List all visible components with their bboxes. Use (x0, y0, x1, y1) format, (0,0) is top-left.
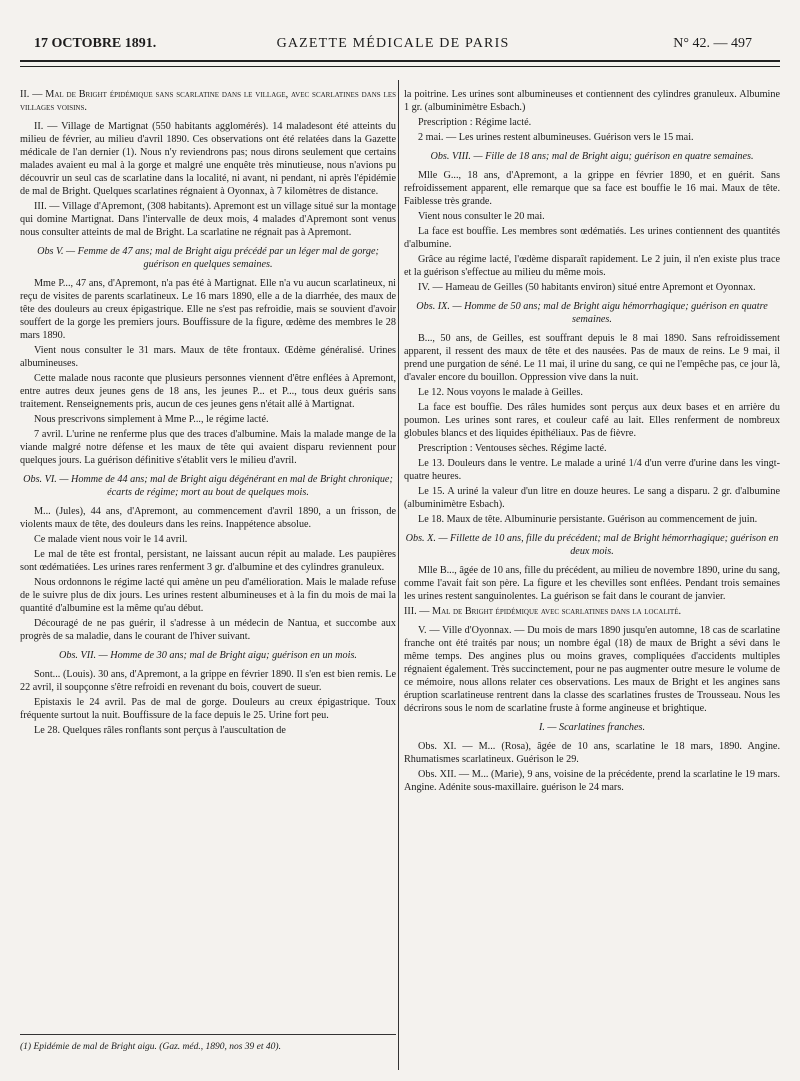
paragraph: M... (Jules), 44 ans, d'Apremont, au commencement d'avril 1890, a un frisson, de violents maux de tête, des douleurs dans les reins. Inappétence absolue. (20, 506, 396, 530)
right-column (404, 88, 780, 796)
paragraph: Ce malade vient nous voir le 14 avril. (34, 534, 188, 545)
paragraph: Le 18. Maux de tête. Albuminurie persistante. Guérison au commencement de juin. (418, 514, 758, 525)
issue-date: 17 OCTOBRE 1891. (34, 36, 157, 51)
observation-heading: Obs. VI. — Homme de 44 ans; mal de Bright aigu dégénérant en mal de Bright chronique; écarts de régime; mort au bout de quelques mois. (23, 474, 393, 498)
paragraph: Le 12. Nous voyons le malade à Geilles. (418, 387, 583, 398)
observation-heading: Obs. IX. — Homme de 50 ans; mal de Bright aigu hémorrhagique; guérison en quatre semaines. (416, 301, 768, 325)
paragraph: Vient nous consulter le 31 mars. Maux de tête frontaux. Œdème généralisé. Urines albumineuses. (20, 345, 396, 369)
paragraph: Epistaxis le 24 avril. Pas de mal de gorge. Douleurs au creux épigastrique. Toux fréquente surtout la nuit. Bouffissure de la face depuis le 25. Urine fort peu. (20, 697, 396, 721)
paragraph: Le mal de tête est frontal, persistant, ne laissant aucun répit au malade. Les paupières sont œdématiées. Les urines rares renferment 3 gr. d'albumine et des cylindres granuleux. (20, 549, 396, 573)
paragraph: Obs. XII. — M... (Marie), 9 ans, voisine de la précédente, prend la scarlatine le 19 mars. Angine. Adénite sous-maxillaire. guérison le 24 mars. (404, 769, 780, 793)
paragraph: V. — Ville d'Oyonnax. — Du mois de mars 1890 jusqu'en automne, 18 cas de scarlatine franche ont été traités par nous; un nombre égal (18) de maux de Bright a sévi dans le même temps. Des angines plus ou moins graves, compliquées d'accidents multiples régnaient également. Très succinctement, pour ne pas augmenter outre mesure le volume de ce mémoire, nous allons relater ces observations. Les maux de Bright et les angines sans éruption scarlatineuse rentrent dans la classe des scarlatines frustes de Trousseau. Nous les décrirons sous le nom de scarlatine fruste à forme angineuse et brightique. (404, 625, 780, 714)
paragraph: Mlle B..., âgée de 10 ans, fille du précédent, au milieu de novembre 1890, urine du sang, comme l'avait fait son père. La figure et les chevilles sont enflées. Pendant trois semaines les urines restent sanguinolentes. La guérison se fait dans le courant de janvier. (404, 565, 780, 602)
paragraph: IV. — Hameau de Geilles (50 habitants environ) situé entre Apremont et Oyonnax. (418, 282, 756, 293)
observation-heading: Obs. VIII. — Fille de 18 ans; mal de Bright aigu; guérison en quatre semaines. (430, 151, 754, 162)
paragraph: Le 28. Quelques râles ronflants sont perçus à l'auscultation de (34, 725, 286, 736)
page-number: N° 42. — 497 (673, 36, 752, 51)
section-heading: III. — Mal de Bright épidémique avec scarlatines dans la localité. (404, 606, 682, 617)
paragraph: Découragé de ne pas guérir, il s'adresse à un médecin de Nantua, et succombe aux progrès de sa maladie, dans le courant de l'hiver suivant. (20, 618, 396, 642)
paragraph: Nous ordonnons le régime lacté qui amène un peu d'amélioration. Mais le malade refuse de le suivre plus de dix jours. Les urines restent albumineuses et à la fin du mois de mai la quantité d'albumine est la même qu'au début. (20, 577, 396, 614)
header-rule (20, 60, 780, 62)
paragraph: Le 15. A uriné la valeur d'un litre en douze heures. Le sang a disparu. 2 gr. d'albumine (albuminimètre Esbach). (404, 486, 780, 510)
paragraph: Obs. XI. — M... (Rosa), âgée de 10 ans, scarlatine le 18 mars, 1890. Angine. Rhumatismes scarlatineux. Guérison le 29. (404, 741, 780, 765)
observation-heading: Obs. VII. — Homme de 30 ans; mal de Bright aigu; guérison en un mois. (59, 650, 357, 661)
paragraph: Grâce au régime lacté, l'œdème disparaît rapidement. Le 2 juin, il n'en existe plus trace et la guérison s'effectue au milieu du même mois. (404, 254, 780, 278)
section-heading: II. — Mal de Bright épidémique sans scarlatine dans le village, avec scarlatines dans les villages voisins. (20, 89, 396, 113)
journal-title: GAZETTE MÉDICALE DE PARIS (276, 36, 510, 51)
paragraph: Mlle G..., 18 ans, d'Apremont, a la grippe en février 1890, et en guérit. Sans refroidissement apparent, elle remarque que sa face est bouffie le 16 mai. Maux de tête. Faiblesse très grande. (404, 170, 780, 207)
footnote-rule (20, 1034, 396, 1035)
column-divider (398, 80, 399, 1070)
paragraph: III. — Village d'Apremont, (308 habitants). Apremont est un village situé sur la montage qui domine Martignat. Dans l'intervalle de deux mois, 4 malades d'Apremont sont venus nous consulter atteints de mal de Bright. La scarlatine ne régnait pas à Apremont. (20, 201, 396, 238)
paragraph: La face est bouffie. Des râles humides sont perçus aux deux bases et en arrière du poumon. Les urines sont rares, et couleur café au lait. Elles renferment de nombreux globules blancs et des liquides épithéliaux. Pas de fièvre. (404, 402, 780, 439)
paragraph: La face est bouffie. Les membres sont œdématiés. Les urines contiennent des quantités d'albumine. (404, 226, 780, 250)
paragraph: Mme P..., 47 ans, d'Apremont, n'a pas été à Martignat. Elle n'a vu aucun scarlatineux, ni reçu de visites de parents scarlatineux. Le 16 mars 1890, elle a de la diarrhée, des maux de tête des douleurs au creux épigastrique. Elle ne s'est pas refroidie, mais se souvient d'avoir souffert de la gorge les premiers jours. Bouffissure de la figure, œdème des membres le 28 mars 1890. (20, 278, 396, 341)
paragraph: Prescription : Ventouses sèches. Régime lacté. (418, 443, 607, 454)
subsection-heading: I. — Scarlatines franches. (538, 722, 646, 733)
footnote: (1) Epidémie de mal de Bright aigu. (Gaz. méd., 1890, nos 39 et 40). (20, 1042, 281, 1052)
page-header (34, 36, 752, 56)
paragraph: la poitrine. Les urines sont albumineuses et contiennent des cylindres granuleux. Albumine 1 gr. (albuminimètre Esbach.) (404, 89, 780, 113)
paragraph: Sont... (Louis). 30 ans, d'Apremont, a la grippe en février 1890. Il s'en est bien remis. Le 22 avril, il soupçonne s'être refroidi en revenant du bois, couvert de sueur. (20, 669, 396, 693)
paragraph: Nous prescrivons simplement à Mme P..., le régime lacté. (34, 414, 269, 425)
paragraph: B..., 50 ans, de Geilles, est souffrant depuis le 8 mai 1890. Sans refroidissement apparent, il ressent des maux de tête et des nausées. Pas de maux de reins. Le 9 mai, il prend une purgation de séné. Le 11 mai, il urine du sang, ce qui ne l'empêche pas, ce jour là, d'avaler encore du bouillon. Oppression vive dans la nuit. (404, 333, 780, 383)
observation-heading: Obs V. — Femme de 47 ans; mal de Bright aigu précédé par un léger mal de gorge; guérison en quelques semaines. (37, 246, 379, 270)
left-column (20, 88, 396, 739)
paragraph: 7 avril. L'urine ne renferme plus que des traces d'albumine. Mais la malade mange de la viande malgré notre défense et les maux de tête qui avaient disparu reviennent pour quelques jours. La guérison définitive s'établit vers le milieu d'avril. (20, 429, 396, 466)
paragraph: Le 13. Douleurs dans le ventre. Le malade a uriné 1/4 d'un verre d'urine dans les vingt-quatre heures. (404, 458, 780, 482)
observation-heading: Obs. X. — Fillette de 10 ans, fille du précédent; mal de Bright hémorrhagique; guérison en deux mois. (405, 533, 779, 557)
header-rule-thin (20, 66, 780, 67)
paragraph: II. — Village de Martignat (550 habitants agglomérés). 14 maladesont été atteints du milieu de février, au milieu d'avril 1890. Ces observations ont été relatées dans la Gazette médicale de l'an dernier (1). Nous n'y reviendrons pas; nous dirons seulement que certains malades avaient eu mal à la gorge et malgré une enquête très minutieuse, nous n'avions pu découvrir un seul cas de scarlatine dans la localité, ni avant, ni pendant, ni après l'épidémie de mal de Bright. Quelques scarlatines régnaient à Oyonnax, à 7 kilomètres de distance. (20, 121, 396, 197)
paragraph: Prescription : Régime lacté. (418, 117, 532, 128)
paragraph: Cette malade nous raconte que plusieurs personnes viennent d'être enflées à Apremont, entre autres deux jeunes gens de 18 ans, les jeunes P... et P..., tous deux guéris sans traitement. Renseignements pris, aucun de ces jeunes gens n'était allé à Martignat. (20, 373, 396, 410)
paragraph: Vient nous consulter le 20 mai. (418, 211, 545, 222)
paragraph: 2 mai. — Les urines restent albumineuses. Guérison vers le 15 mai. (418, 132, 694, 143)
